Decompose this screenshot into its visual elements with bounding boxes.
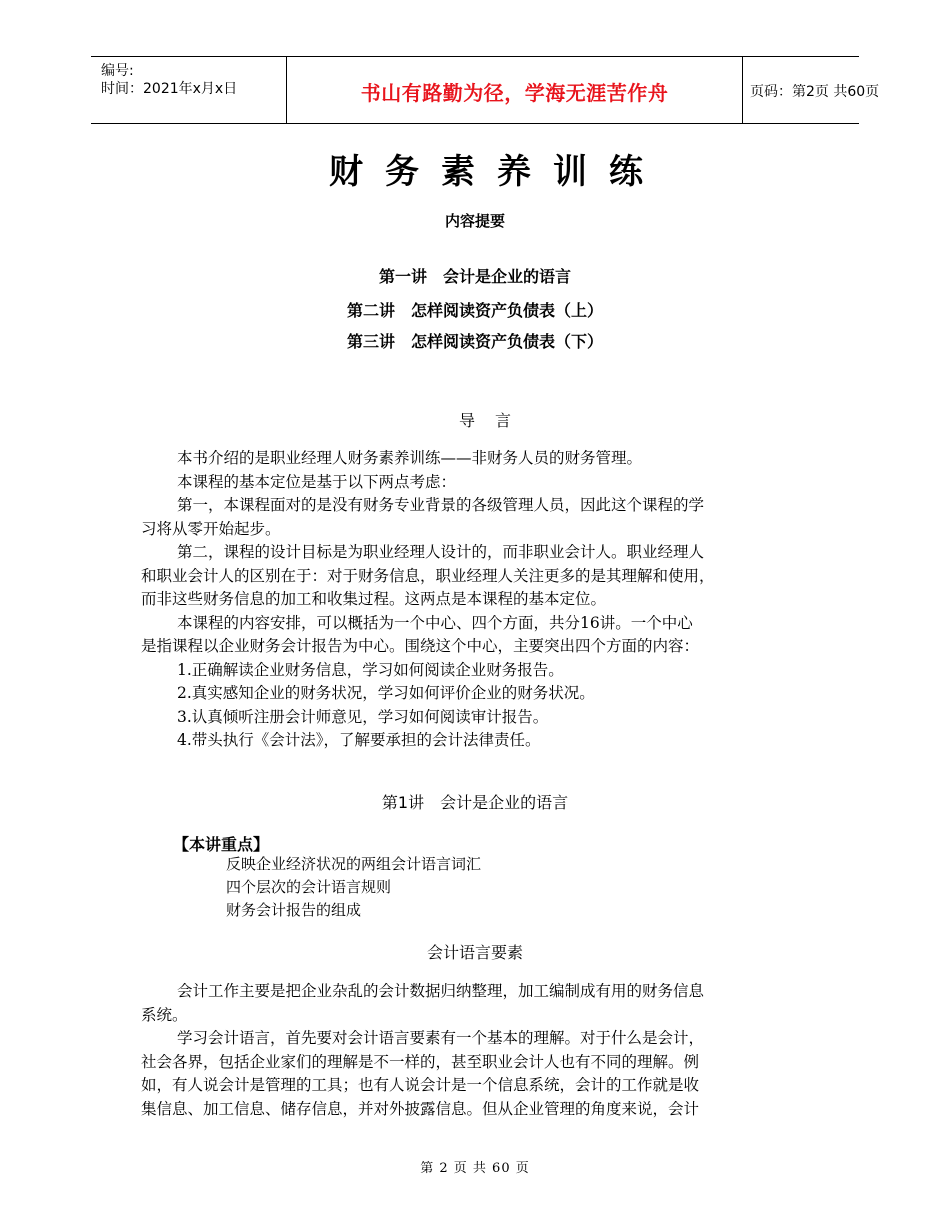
text-line: 本课程的基本定位是基于以下两点考虑： (177, 472, 457, 491)
text-line: 第一，本课程面对的是没有财务专业背景的各级管理人员，因此这个课程的学 (177, 496, 705, 514)
toc-item: 第一讲 会计是企业的语言 (378, 267, 571, 286)
text-line: 会计工作主要是把企业杂乱的会计数据归纳整理，加工编制成有用的财务信息 (177, 982, 705, 1000)
document-title: 财务素养训练 (329, 152, 665, 192)
text-line: 而非这些财务信息的加工和收集过程。这两点是本课程的基本定位。 (141, 590, 607, 608)
text-line: 本书介绍的是职业经理人财务素养训练——非财务人员的财务管理。 (177, 449, 643, 467)
text-line: 集信息、加工信息、储存信息，并对外披露信息。但从企业管理的角度来说，会计 (141, 1099, 700, 1118)
section-heading: 会计语言要素 (426, 943, 523, 962)
text-line: 社会各界，包括企业家们的理解是不一样的，甚至职业会计人也有不同的理解。例 (141, 1052, 700, 1071)
intro-heading: 导言 (458, 411, 531, 430)
text-line: 2.真实感知企业的财务状况，学习如何评价企业的财务状况。 (177, 684, 595, 702)
intro-paragraphs (141, 447, 821, 753)
toc-item: 第三讲 怎样阅读资产负债表（下） (346, 332, 603, 351)
text-line: 4.带头执行《会计法》，了解要承担的会计法律责任。 (177, 731, 541, 749)
motto: 书山有路勤为径，学海无涯苦作舟 (360, 81, 669, 105)
document-subtitle: 内容提要 (444, 212, 505, 230)
header-page-cell (742, 57, 880, 123)
time-label: 时间：2021年x月x日 (101, 81, 238, 97)
text-line: 如，有人说会计是管理的工具；也有人说会计是一个信息系统，会计的工作就是收 (141, 1076, 700, 1094)
text-line: 3.认真倾听注册会计师意见，学习如何阅读审计报告。 (177, 707, 549, 726)
header-motto-cell (286, 57, 743, 123)
body-paragraphs (141, 980, 821, 1121)
text-line: 习将从零开始起步。 (141, 519, 281, 538)
text-line: 和职业会计人的区别在于：对于财务信息，职业经理人关注更多的是其理解和使用， (141, 566, 715, 585)
text-line: 是指课程以企业财务会计报告为中心。围绕这个中心，主要突出四个方面的内容： (141, 637, 700, 655)
page-footer: 第 2 页 共 60 页 (420, 1161, 530, 1176)
text-line: 第二，课程的设计目标是为职业经理人设计的，而非职业会计人。职业经理人 (177, 543, 705, 561)
header-meta-cell (91, 57, 286, 123)
page-header (91, 56, 880, 124)
key-point: 四个层次的会计语言规则 (226, 878, 392, 896)
text-line: 1.正确解读企业财务信息，学习如何阅读企业财务报告。 (177, 660, 564, 679)
key-points-heading: 【本讲重点】 (173, 835, 270, 854)
toc-item: 第二讲 怎样阅读资产负债表（上） (346, 301, 603, 320)
number-label: 编号: (101, 63, 134, 79)
lecture-title: 第1讲 会计是企业的语言 (381, 793, 569, 812)
text-line: 学习会计语言，首先要对会计语言要素有一个基本的理解。对于什么是会计， (177, 1029, 705, 1047)
key-point: 反映企业经济状况的两组会计语言词汇 (226, 855, 482, 873)
key-points-list (226, 853, 481, 922)
text-line: 本课程的内容安排，可以概括为一个中心、四个方面，共分16讲。一个中心 (177, 613, 693, 632)
key-point: 财务会计报告的组成 (226, 901, 362, 919)
text-line: 系统。 (141, 1005, 188, 1024)
page-info: 页码：第2页 共60页 (750, 84, 880, 100)
